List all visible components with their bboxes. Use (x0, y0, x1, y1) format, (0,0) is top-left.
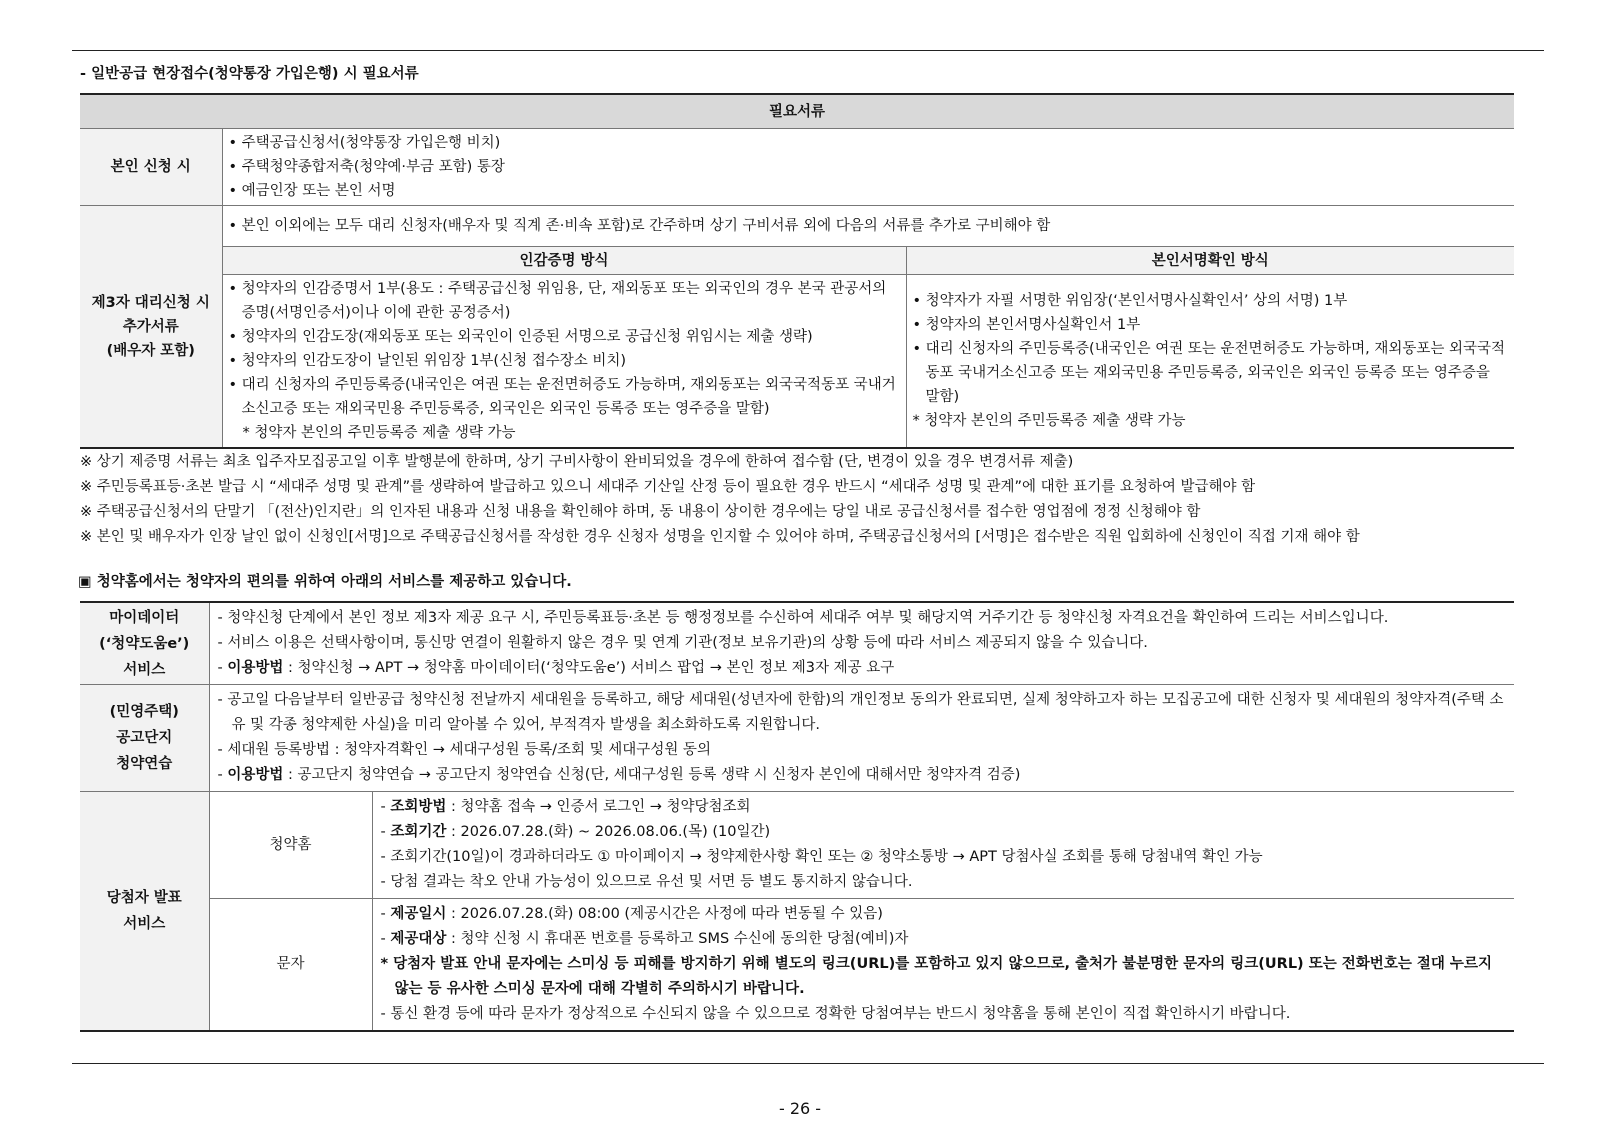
list-item: • 주택공급신청서(청약통장 가입은행 비치) (228, 135, 501, 151)
list-item: • 청약자의 인감도장이 날인된 위임장 1부(신청 접수장소 비치) (228, 353, 627, 369)
mydata-label: 마이데이터 (‘청약도움e’) 서비스 (80, 602, 209, 685)
mydata-content (209, 602, 1514, 685)
list-item: - 조회방법 : 청약홈 접속 → 인증서 로그인 → 청약당첨조회 (380, 799, 751, 815)
list-item: - 당첨 결과는 착오 안내 가능성이 있으므로 유선 및 서면 등 별도 통지하지 않습니다. (380, 874, 913, 890)
list-item: - 청약신청 단계에서 본인 정보 제3자 제공 요구 시, 주민등록표등·초본 등 행정정보를 수신하여 세대주 여부 및 해당지역 거주기간 등 청약신청 자격요건을 확인하여 드리는 서비스입니다. (217, 610, 1389, 626)
star-note: * 청약자 본인의 주민등록증 제출 생략 가능 (242, 425, 516, 441)
seal-method-docs (222, 275, 906, 449)
winner-sms-content (372, 899, 1514, 1032)
winner-home-label: 청약홈 (209, 792, 372, 899)
list-item: - 이용방법 : 공고단지 청약연습 → 공고단지 청약연습 신청(단, 세대구성원 등록 생략 시 신청자 본인에 대해서만 청약자격 검증) (217, 767, 1021, 783)
self-apply-label: 본인 신청 시 (80, 129, 222, 206)
list-item: - 이용방법 : 청약신청 → APT → 청약홈 마이데이터(‘청약도움e’) 서비스 팝업 → 본인 정보 제3자 제공 요구 (217, 660, 895, 676)
star-note: * 청약자 본인의 주민등록증 제출 생략 가능 (912, 413, 1186, 429)
list-item: • 대리 신청자의 주민등록증(내국인은 여권 또는 운전면허증도 가능하며, 재외동포는 외국국적동포 국내거소신고증 또는 재외국민용 주민등록증, 외국인은 외국인 등록증 또는 영주증을 말함) (228, 377, 896, 417)
note-item: ※ 주택공급신청서의 단말기 「(전산)인지란」의 인자된 내용과 신청 내용을 확인해야 하며, 동 내용이 상이한 경우에는 당일 내로 공급신청서를 접수한 영업점에 정정 신청해야 함 (80, 504, 1201, 520)
note-item: ※ 주민등록표등·초본 발급 시 “세대주 성명 및 관계”를 생략하여 발급하고 있으니 세대주 기산일 산정 등이 필요한 경우 반드시 “세대주 성명 및 관계”에 대한 표기를 요청하여 발급해야 함 (80, 479, 1256, 495)
list-item: • 청약자의 인감도장(재외동포 또는 외국인이 인증된 서명으로 공급신청 위임시는 제출 생략) (228, 329, 813, 345)
winner-label: 당첨자 발표 서비스 (80, 792, 209, 1032)
practice-label: (민영주택) 공고단지 청약연습 (80, 685, 209, 792)
smishing-warning: * 당첨자 발표 안내 문자에는 스미싱 등 피해를 방지하기 위해 별도의 링크(URL)를 포함하고 있지 않으므로, 출처가 불분명한 문자의 링크(URL) 또는 전화번호는 절대 누르지 않는 등 유사한 스미싱 문자에 대해 각별히 주의하시기 바랍니다. (380, 956, 1492, 997)
list-item: - 통신 환경 등에 따라 문자가 정상적으로 수신되지 않을 수 있으므로 정확한 당첨여부는 반드시 청약홈을 통해 본인이 직접 확인하시기 바랍니다. (380, 1006, 1291, 1022)
signature-method-docs (906, 275, 1514, 449)
seal-method-header: 인감증명 방식 (222, 247, 906, 275)
list-item: • 청약자의 본인서명사실확인서 1부 (912, 317, 1141, 333)
list-item: - 세대원 등록방법 : 청약자격확인 → 세대구성원 등록/조회 및 세대구성원 동의 (217, 742, 711, 758)
proxy-apply-label: 제3자 대리신청 시 추가서류 (배우자 포함) (80, 206, 222, 449)
bottom-rule (72, 1063, 1544, 1064)
list-item: • 예금인장 또는 본인 서명 (228, 183, 396, 199)
signature-method-header: 본인서명확인 방식 (906, 247, 1514, 275)
list-item: • 주택청약종합저축(청약예·부금 포함) 통장 (228, 159, 505, 175)
table-header: 필요서류 (80, 94, 1514, 129)
list-item: • 청약자가 자필 서명한 위임장(‘본인서명사실확인서’ 상의 서명) 1부 (912, 293, 1348, 309)
list-item: • 대리 신청자의 주민등록증(내국인은 여권 또는 운전면허증도 가능하며, 재외동포는 외국국적동포 국내거소신고증 또는 재외국민용 주민등록증, 외국인은 외국인 등록증 또는 영주증을 말함) (912, 341, 1506, 405)
top-rule (72, 50, 1544, 51)
winner-home-content (372, 792, 1514, 899)
note-item: ※ 본인 및 배우자가 인장 날인 없이 신청인[서명]으로 주택공급신청서를 작성한 경우 신청자 성명을 인지할 수 있어야 하며, 주택공급신청서의 [서명]은 접수받은 직원 입회하에 신청인이 직접 기재 해야 함 (80, 529, 1360, 545)
services-table (80, 601, 1514, 1032)
list-item: - 제공대상 : 청약 신청 시 휴대폰 번호를 등록하고 SMS 수신에 동의한 당첨(예비)자 (380, 931, 909, 947)
practice-content (209, 685, 1514, 792)
proxy-note: • 본인 이외에는 모두 대리 신청자(배우자 및 직계 존·비속 포함)로 간주하며 상기 구비서류 외에 다음의 서류를 추가로 구비해야 함 (222, 206, 1514, 247)
self-apply-docs (222, 129, 1514, 206)
section2-title: ▣ 청약홈에서는 청약자의 편의를 위하여 아래의 서비스를 제공하고 있습니다. (78, 574, 572, 590)
page-number: - 26 - (778, 1099, 822, 1118)
required-documents-table (80, 93, 1514, 449)
list-item: - 서비스 이용은 선택사항이며, 통신망 연결이 원활하지 않은 경우 및 연계 기관(정보 보유기관)의 상황 등에 따라 서비스 제공되지 않을 수 있습니다. (217, 635, 1148, 651)
list-item: - 조회기간 : 2026.07.28.(화) ~ 2026.08.06.(목) (10일간) (380, 824, 771, 840)
section1-title: - 일반공급 현장접수(청약통장 가입은행) 시 필요서류 (80, 66, 419, 82)
list-item: - 공고일 다음날부터 일반공급 청약신청 전날까지 세대원을 등록하고, 해당 세대원(성년자에 한함)의 개인정보 동의가 완료되면, 실제 청약하고자 하는 모집공고에 대한 신청자 및 세대원의 청약자격(주택 소유 및 각종 청약제한 사실)을 미리 알아볼 수 있어, 부적격자 발생을 최소화하도록 지원합니다. (217, 692, 1504, 733)
list-item: - 조회기간(10일)이 경과하더라도 ① 마이페이지 → 청약제한사항 확인 또는 ② 청약소통방 → APT 당첨사실 조회를 통해 당첨내역 확인 가능 (380, 849, 1263, 865)
list-item: • 청약자의 인감증명서 1부(용도 : 주택공급신청 위임용, 단, 재외동포 또는 외국인의 경우 본국 관공서의 증명(서명인증서)이나 이에 관한 공정증서) (228, 281, 887, 321)
list-item: - 제공일시 : 2026.07.28.(화) 08:00 (제공시간은 사정에 따라 변동될 수 있음) (380, 906, 883, 922)
note-item: ※ 상기 제증명 서류는 최초 입주자모집공고일 이후 발행분에 한하며, 상기 구비사항이 완비되었을 경우에 한하여 접수함 (단, 변경이 있을 경우 변경서류 제출) (80, 454, 1074, 470)
winner-sms-label: 문자 (209, 899, 372, 1032)
notes-list (80, 450, 1540, 550)
